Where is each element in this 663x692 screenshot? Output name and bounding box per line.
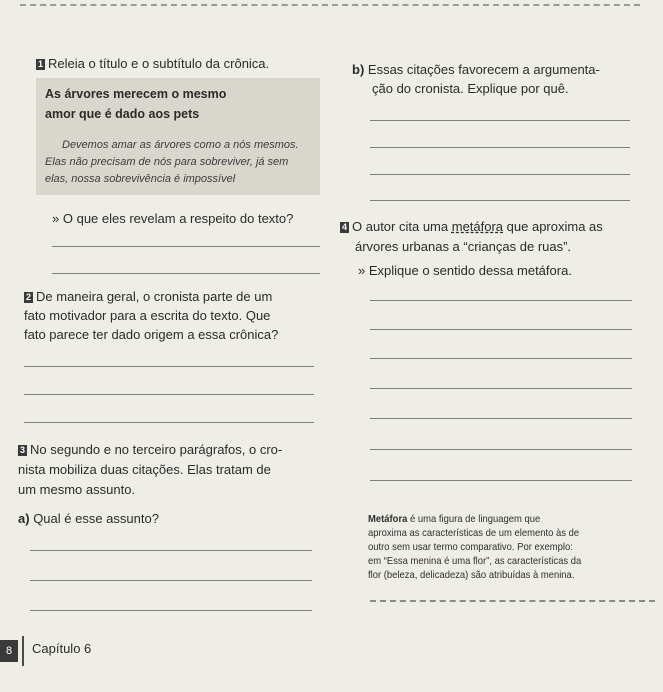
answer-line[interactable] bbox=[370, 120, 630, 121]
answer-line[interactable] bbox=[370, 418, 632, 419]
question-4-subquestion bbox=[358, 262, 572, 279]
question-3b-text-1: Essas citações favorecem a argumenta- bbox=[367, 62, 600, 77]
answer-line[interactable] bbox=[52, 273, 320, 274]
answer-line[interactable] bbox=[370, 300, 632, 301]
definition-line-1 bbox=[368, 512, 540, 526]
question-4-text-1a: O autor cita uma bbox=[352, 219, 452, 234]
metaphor-term: metáfora bbox=[451, 219, 504, 234]
question-3b-label: b) bbox=[352, 62, 365, 77]
answer-line[interactable] bbox=[370, 388, 632, 389]
article-subtitle-line-2: Elas não precisam de nós para sobreviver, já sem bbox=[45, 156, 289, 168]
bullet-icon: » bbox=[358, 263, 366, 278]
article-title-line-1: As árvores merecem o mesmo bbox=[45, 87, 227, 101]
answer-line[interactable] bbox=[24, 366, 314, 367]
definition-term: Metáfora bbox=[368, 513, 408, 525]
answer-line[interactable] bbox=[370, 358, 632, 359]
question-3a bbox=[18, 510, 159, 527]
answer-line[interactable] bbox=[370, 329, 632, 330]
question-2-line-2: fato motivador para a escrita do texto. Que bbox=[24, 308, 271, 323]
article-subtitle-line-1: Devemos amar as árvores como a nós mesmos. bbox=[62, 139, 299, 151]
chapter-label: Capítulo 6 bbox=[32, 641, 92, 656]
article-subtitle-line-3: elas, nossa sobrevivência é impossível bbox=[45, 173, 236, 185]
answer-line[interactable] bbox=[370, 174, 630, 175]
answer-line[interactable] bbox=[370, 480, 632, 481]
question-3-line-2: nista mobiliza duas citações. Elas tratam de bbox=[18, 462, 271, 477]
question-2-text-1: De maneira geral, o cronista parte de um bbox=[36, 289, 273, 304]
footer-divider bbox=[22, 636, 24, 666]
question-3a-text: Qual é esse assunto? bbox=[33, 511, 159, 526]
answer-line[interactable] bbox=[370, 200, 630, 201]
question-2-number: 2 bbox=[26, 292, 32, 302]
question-1-prompt bbox=[36, 55, 269, 72]
question-4-text-1b: que aproxima as bbox=[503, 219, 603, 234]
definition-text-1: é uma figura de linguagem que bbox=[407, 513, 541, 525]
question-3-number: 3 bbox=[20, 445, 26, 455]
question-3-line-3: um mesmo assunto. bbox=[18, 482, 136, 497]
question-2-line-3: fato parece ter dado origem a essa crônica? bbox=[24, 327, 279, 342]
definition-dashed-divider bbox=[370, 600, 655, 602]
question-3-line-1 bbox=[18, 441, 282, 458]
question-3b-line-2: ção do cronista. Explique por quê. bbox=[372, 81, 569, 96]
page-number: 8 bbox=[0, 640, 18, 662]
question-4-line-1 bbox=[340, 218, 603, 235]
definition-line-3: outro sem usar termo comparativo. Por exemplo: bbox=[368, 541, 573, 553]
answer-line[interactable] bbox=[370, 147, 630, 148]
question-3b-line-1 bbox=[352, 61, 600, 78]
question-4-number: 4 bbox=[342, 222, 348, 232]
definition-line-4: em “Essa menina é uma flor”, as características da bbox=[368, 555, 582, 567]
question-2-line-1 bbox=[24, 288, 272, 305]
answer-line[interactable] bbox=[24, 422, 314, 423]
question-3-text-1: No segundo e no terceiro parágrafos, o cro- bbox=[30, 442, 283, 457]
answer-line[interactable] bbox=[52, 246, 320, 247]
question-4-line-2: árvores urbanas a “crianças de ruas”. bbox=[355, 239, 572, 254]
bullet-icon: » bbox=[52, 211, 60, 226]
definition-line-5: flor (beleza, delicadeza) são atribuídas à menina. bbox=[368, 569, 575, 581]
top-dashed-divider bbox=[20, 4, 640, 6]
answer-line[interactable] bbox=[24, 394, 314, 395]
question-1-number: 1 bbox=[38, 59, 44, 69]
answer-line[interactable] bbox=[370, 449, 632, 450]
definition-line-2: aproxima as características de um elemento às de bbox=[368, 527, 580, 539]
article-title-line-2: amor que é dado aos pets bbox=[45, 107, 200, 121]
question-1-text: Releia o título e o subtítulo da crônica. bbox=[48, 56, 270, 71]
question-4-subquestion-text: Explique o sentido dessa metáfora. bbox=[368, 263, 572, 278]
question-1-subquestion bbox=[52, 210, 293, 227]
answer-line[interactable] bbox=[30, 580, 312, 581]
answer-line[interactable] bbox=[30, 610, 312, 611]
question-1-subquestion-text: O que eles revelam a respeito do texto? bbox=[62, 211, 294, 226]
answer-line[interactable] bbox=[30, 550, 312, 551]
question-3a-label: a) bbox=[18, 511, 30, 526]
